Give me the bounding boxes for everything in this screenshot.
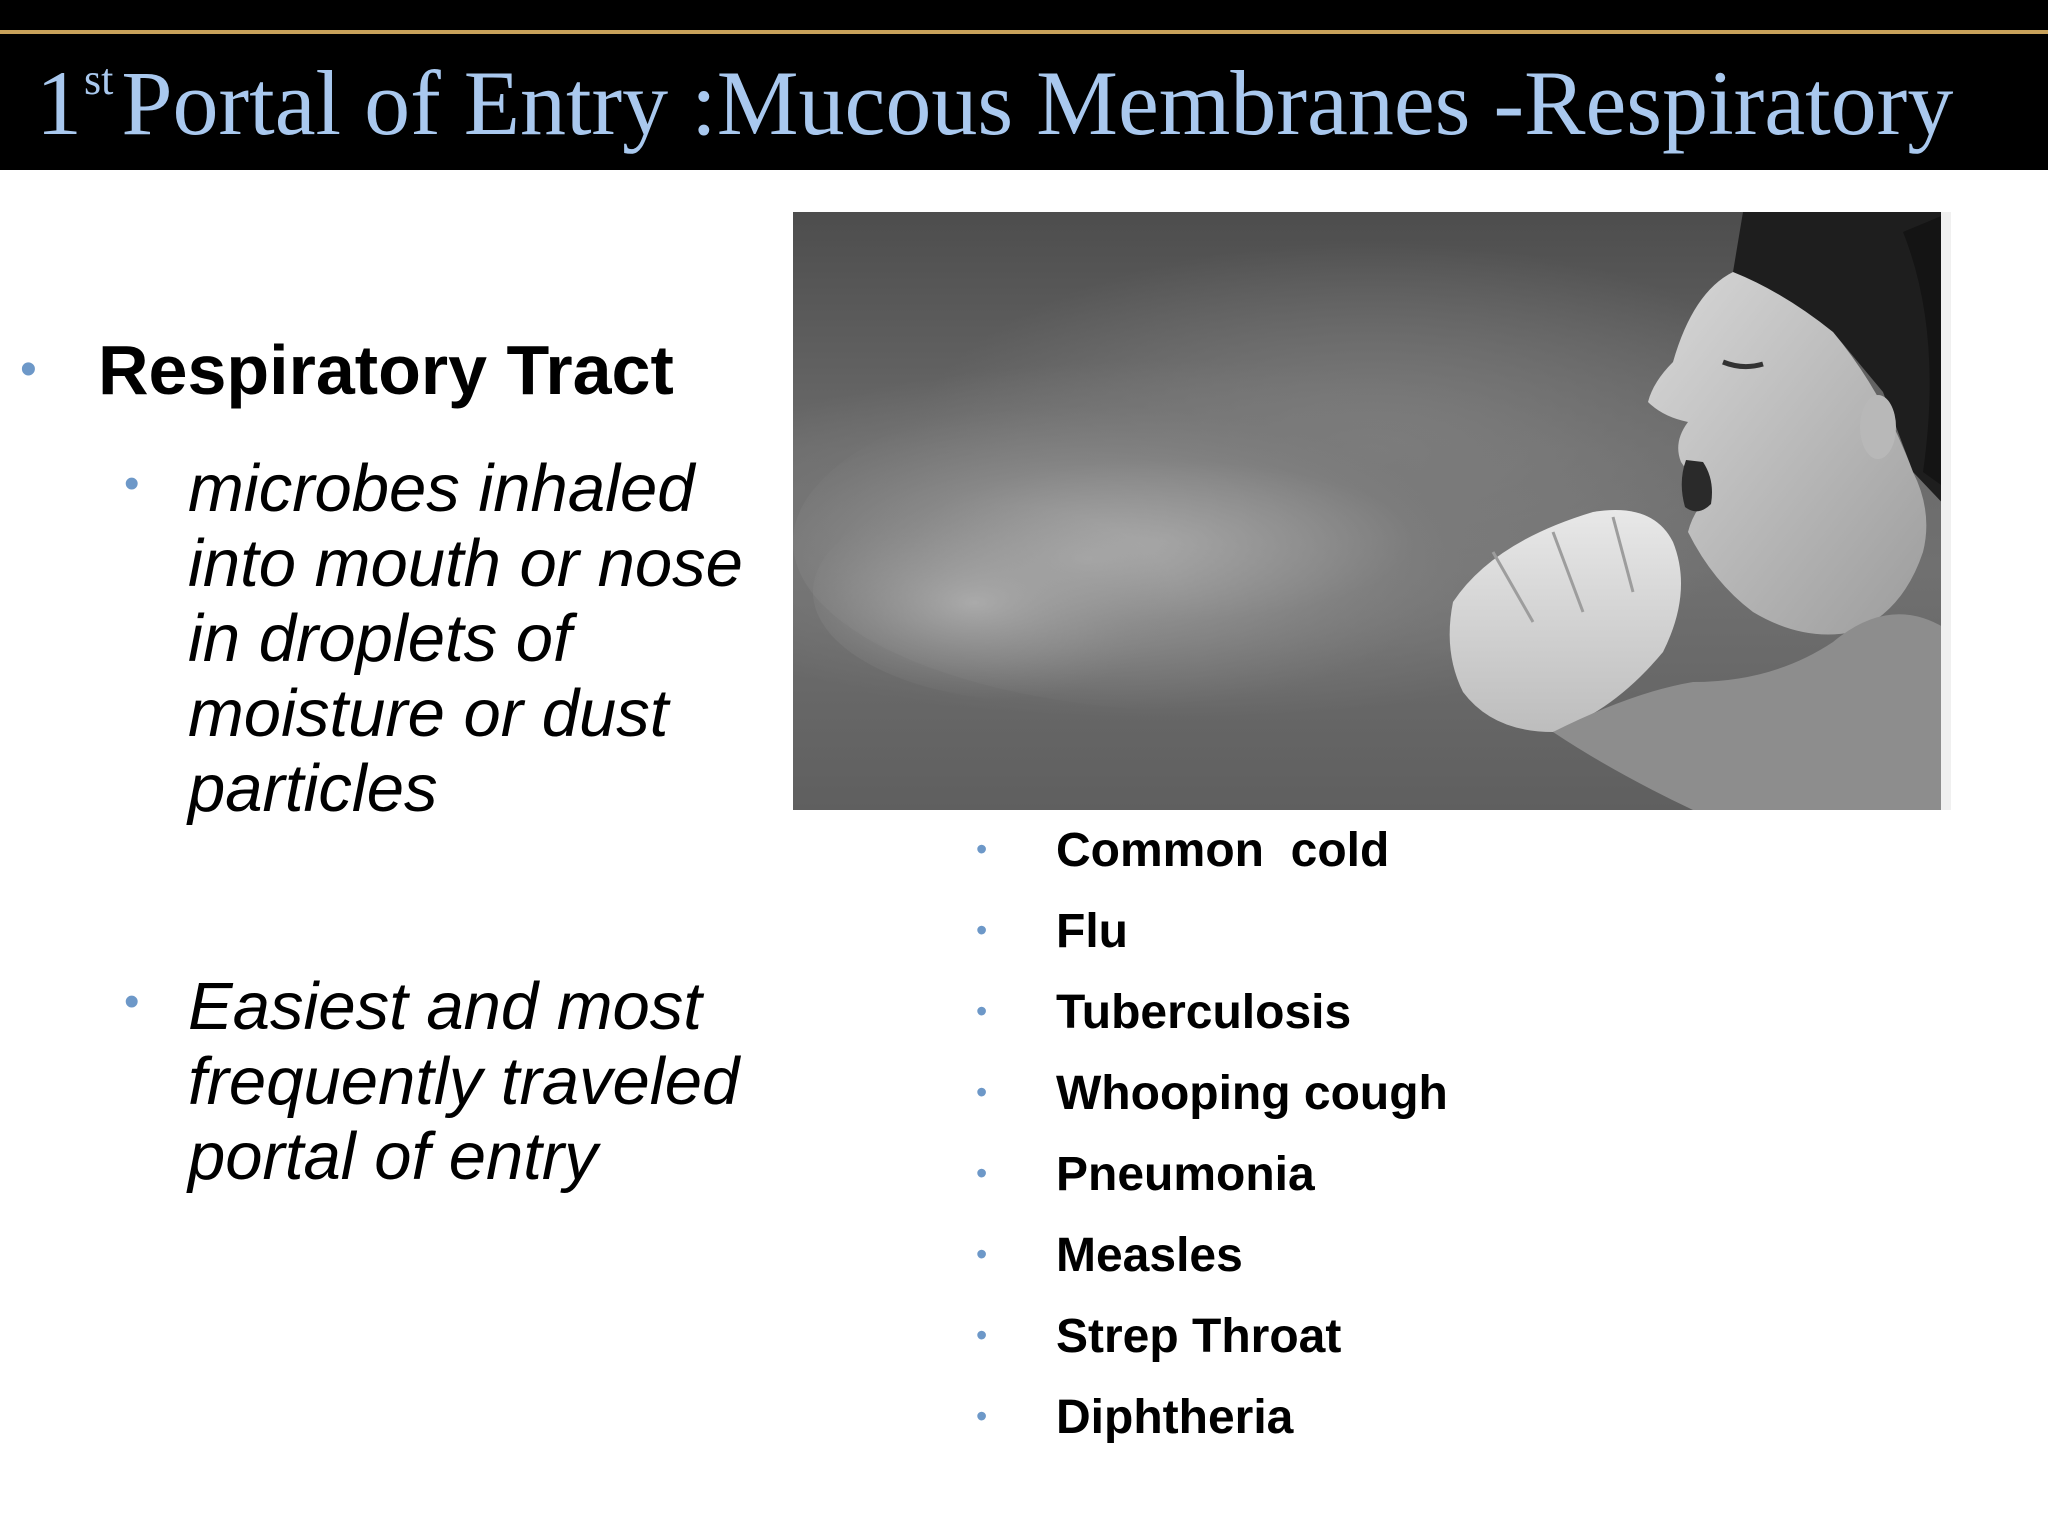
bullet-icon: •	[976, 1398, 988, 1434]
bullet-icon: •	[976, 1317, 988, 1353]
disease-label: Flu	[1056, 905, 1128, 958]
disease-label: Strep Throat	[1056, 1310, 1342, 1363]
title-superscript: st	[84, 55, 114, 104]
bullet-icon: •	[976, 912, 988, 948]
disease-label: Whooping cough	[1056, 1067, 1448, 1120]
disease-label: Tuberculosis	[1056, 986, 1352, 1039]
title-text: Portal of Entry :Mucous Membranes -Respiratory	[121, 52, 1954, 154]
disease-label: Pneumonia	[1056, 1148, 1315, 1201]
disease-label: Common cold	[1056, 824, 1390, 877]
title-bar	[0, 0, 2048, 170]
bullet-icon: •	[124, 977, 140, 1026]
bullet-icon: •	[124, 459, 140, 508]
main-bullet-heading: Respiratory Tract	[98, 331, 674, 409]
slide-title	[36, 48, 1953, 158]
bullet-icon: •	[976, 1155, 988, 1191]
header-rule	[0, 30, 2048, 34]
disease-label: Diphtheria	[1056, 1391, 1294, 1444]
bullet-icon: •	[976, 1074, 988, 1110]
title-number: 1	[36, 52, 82, 154]
sub-bullet-text: Easiest and most frequently traveled portal of entry	[188, 969, 740, 1194]
disease-label: Measles	[1056, 1229, 1243, 1282]
bullet-icon: •	[976, 1236, 988, 1272]
sneeze-photo	[793, 212, 1951, 810]
sub-bullet-text: microbes inhaled into mouth or nose in droplets of moisture or dust particles	[188, 451, 743, 826]
sneeze-illustration	[793, 212, 1951, 810]
bullet-icon: •	[20, 343, 37, 396]
bullet-icon: •	[976, 993, 988, 1029]
bullet-icon: •	[976, 831, 988, 867]
